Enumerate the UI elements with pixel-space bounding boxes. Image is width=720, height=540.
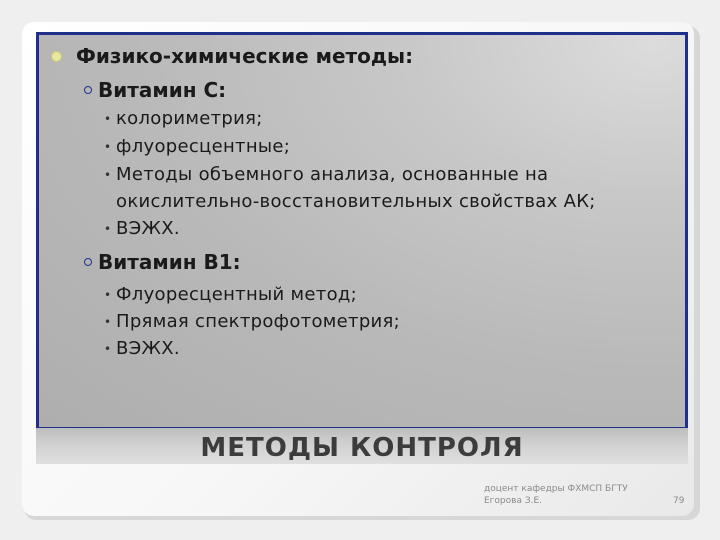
small-bullet-icon: •: [104, 168, 112, 182]
small-bullet-icon: •: [104, 222, 112, 236]
footer-author-name: Егорова З.Е.: [484, 496, 542, 506]
list-item: флуоресцентные;: [116, 136, 291, 157]
list-item: Методы объемного анализа, основанные на: [116, 164, 549, 185]
list-item: Прямая спектрофотометрия;: [116, 311, 401, 332]
group-title-vitamin-b1: Витамин В1:: [98, 250, 241, 274]
small-bullet-icon: •: [104, 342, 112, 356]
heading-text: Физико-химические методы:: [76, 44, 414, 68]
list-item-continuation: окислительно-восстановительных свойствах АК;: [116, 191, 596, 212]
page-number: 79: [673, 496, 685, 506]
small-bullet-icon: •: [104, 315, 112, 329]
list-item: ВЭЖХ.: [116, 218, 180, 239]
list-item: Флуоресцентный метод;: [116, 284, 358, 305]
slide-title: МЕТОДЫ КОНТРОЛЯ: [200, 433, 524, 463]
group-title-vitamin-c: Витамин С:: [98, 78, 227, 102]
footer-author-position: доцент кафедры ФХМСП БГТУ: [484, 484, 628, 494]
small-bullet-icon: •: [104, 140, 112, 154]
small-bullet-icon: •: [104, 288, 112, 302]
list-item: ВЭЖХ.: [116, 338, 180, 359]
ring-bullet-icon: [84, 258, 92, 266]
list-item: колориметрия;: [116, 108, 263, 129]
ring-bullet-icon: [84, 86, 92, 94]
bullet-dot-icon: [51, 51, 62, 62]
small-bullet-icon: •: [104, 112, 112, 126]
